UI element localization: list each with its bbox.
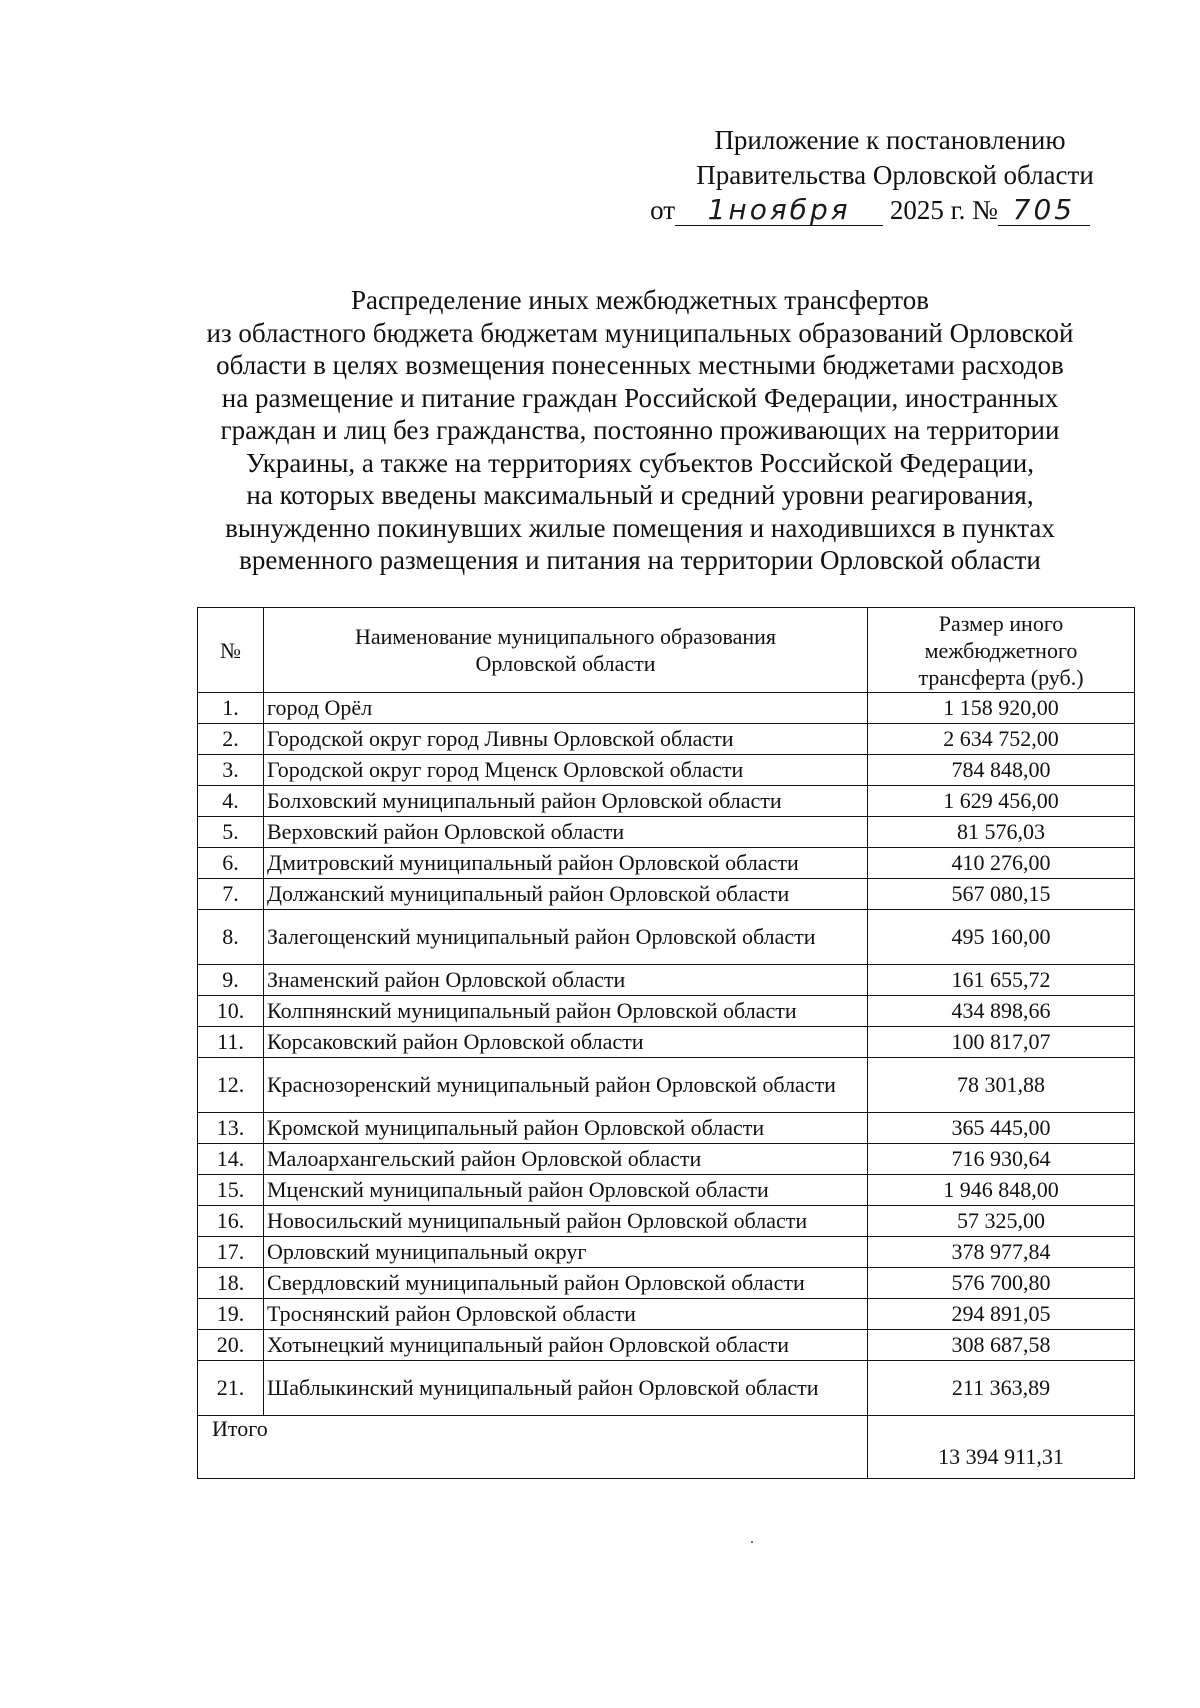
row-num: 2. (198, 724, 264, 755)
title-line: на размещение и питание граждан Российской Федерации, иностранных (221, 382, 1059, 413)
title-line: вынужденно покинувших жилые помещения и находившихся в пунктах (225, 512, 1055, 543)
row-num: 7. (198, 879, 264, 910)
row-name: Новосильский муниципальный район Орловской области (264, 1206, 868, 1237)
row-num: 4. (198, 786, 264, 817)
title-line: на которых введены максимальный и средний уровни реагирования, (246, 480, 1034, 510)
table-row (198, 693, 1135, 724)
row-amount: 100 817,07 (868, 1027, 1135, 1058)
document-title (140, 284, 1140, 577)
row-amount: 294 891,05 (868, 1299, 1135, 1330)
table-row (198, 1058, 1135, 1113)
table-row (198, 817, 1135, 848)
table-row (198, 965, 1135, 996)
table-row (198, 1330, 1135, 1361)
row-amount: 81 576,03 (868, 817, 1135, 848)
row-name: Залегощенский муниципальный район Орловской области (264, 910, 868, 965)
number-handwritten: 705 (998, 195, 1090, 226)
row-name: Троснянский район Орловской области (264, 1299, 868, 1330)
row-amount: 161 655,72 (868, 965, 1135, 996)
year-text: 2025 г. № (889, 195, 998, 225)
row-amount: 308 687,58 (868, 1330, 1135, 1361)
row-num: 18. (198, 1268, 264, 1299)
row-name: Знаменский район Орловской области (264, 965, 868, 996)
row-num: 5. (198, 817, 264, 848)
total-label: Итого (198, 1416, 868, 1479)
decree-date-number (640, 192, 1100, 228)
header-name: Наименование муниципального образования Орловской области (264, 608, 868, 693)
table-row (198, 1268, 1135, 1299)
row-num: 19. (198, 1299, 264, 1330)
title-line: Украины, а также на территориях субъектов Российской Федерации, (246, 447, 1034, 478)
date-prefix: от (650, 195, 676, 225)
row-name: Хотынецкий муниципальный район Орловской области (264, 1330, 868, 1361)
row-name: Свердловский муниципальный район Орловской области (264, 1268, 868, 1299)
row-amount: 1 946 848,00 (868, 1175, 1135, 1206)
table-row (198, 1237, 1135, 1268)
row-name: Верховский район Орловской области (264, 817, 868, 848)
row-name: Болховский муниципальный район Орловской области (264, 786, 868, 817)
header-amount: Размер иного межбюджетного трансферта (руб.) (868, 608, 1135, 693)
table-row (198, 786, 1135, 817)
title-line: граждан и лиц без гражданства, постоянно проживающих на территории (220, 415, 1060, 445)
row-amount: 1 158 920,00 (868, 693, 1135, 724)
row-num: 12. (198, 1058, 264, 1113)
row-name: Должанский муниципальный район Орловской области (264, 879, 868, 910)
row-amount: 495 160,00 (868, 910, 1135, 965)
row-num: 11. (198, 1027, 264, 1058)
title-line: области в целях возмещения понесенных местными бюджетами расходов (216, 350, 1064, 380)
row-name: Шаблыкинский муниципальный район Орловской области (264, 1361, 868, 1416)
row-name: Корсаковский район Орловской области (264, 1027, 868, 1058)
total-amount: 13 394 911,31 (868, 1416, 1135, 1479)
table-row (198, 1144, 1135, 1175)
table-row (198, 1206, 1135, 1237)
table-row (198, 1027, 1135, 1058)
transfers-table (197, 607, 1135, 1479)
date-handwritten: 1ноября (675, 195, 883, 226)
title-line: из областного бюджета бюджетам муниципальных образований Орловской (206, 317, 1074, 348)
row-name: Мценский муниципальный район Орловской области (264, 1175, 868, 1206)
table-row (198, 755, 1135, 786)
row-amount: 716 930,64 (868, 1144, 1135, 1175)
table-row (198, 910, 1135, 965)
header-num: № (198, 608, 264, 693)
row-amount: 211 363,89 (868, 1361, 1135, 1416)
row-name: город Орёл (264, 693, 868, 724)
row-amount: 784 848,00 (868, 755, 1135, 786)
row-num: 15. (198, 1175, 264, 1206)
title-line: Распределение иных межбюджетных трансфертов (351, 285, 929, 315)
row-name: Городской округ город Мценск Орловской области (264, 755, 868, 786)
row-name: Кромской муниципальный район Орловской области (264, 1113, 868, 1144)
row-num: 20. (198, 1330, 264, 1361)
row-name: Краснозоренский муниципальный район Орловской области (264, 1058, 868, 1113)
row-amount: 567 080,15 (868, 879, 1135, 910)
table-row (198, 724, 1135, 755)
row-num: 16. (198, 1206, 264, 1237)
row-amount: 2 634 752,00 (868, 724, 1135, 755)
row-name: Орловский муниципальный округ (264, 1237, 868, 1268)
row-num: 9. (198, 965, 264, 996)
table-row (198, 879, 1135, 910)
row-name: Дмитровский муниципальный район Орловской области (264, 848, 868, 879)
row-num: 8. (198, 910, 264, 965)
government-line: Правительства Орловской области (696, 160, 1094, 190)
table-row (198, 1113, 1135, 1144)
row-amount: 1 629 456,00 (868, 786, 1135, 817)
row-num: 17. (198, 1237, 264, 1268)
row-amount: 378 977,84 (868, 1237, 1135, 1268)
row-amount: 365 445,00 (868, 1113, 1135, 1144)
row-name: Колпнянский муниципальный район Орловской области (264, 996, 868, 1027)
table-row (198, 1361, 1135, 1416)
table-row (198, 848, 1135, 879)
table-row (198, 1175, 1135, 1206)
row-amount: 57 325,00 (868, 1206, 1135, 1237)
row-num: 1. (198, 693, 264, 724)
title-line: временного размещения и питания на территории Орловской области (239, 545, 1041, 575)
row-amount: 576 700,80 (868, 1268, 1135, 1299)
row-num: 3. (198, 755, 264, 786)
row-amount: 434 898,66 (868, 996, 1135, 1027)
appendix-line: Приложение к постановлению (714, 125, 1066, 155)
row-num: 6. (198, 848, 264, 879)
row-num: 10. (198, 996, 264, 1027)
row-name: Городской округ город Ливны Орловской области (264, 724, 868, 755)
row-num: 14. (198, 1144, 264, 1175)
row-amount: 78 301,88 (868, 1058, 1135, 1113)
row-num: 13. (198, 1113, 264, 1144)
total-row (198, 1416, 1135, 1479)
row-name: Малоархангельский район Орловской области (264, 1144, 868, 1175)
table-row (198, 996, 1135, 1027)
scan-speck (751, 1541, 753, 1543)
table-row (198, 1299, 1135, 1330)
row-num: 21. (198, 1361, 264, 1416)
table-header-row (198, 608, 1135, 693)
row-amount: 410 276,00 (868, 848, 1135, 879)
